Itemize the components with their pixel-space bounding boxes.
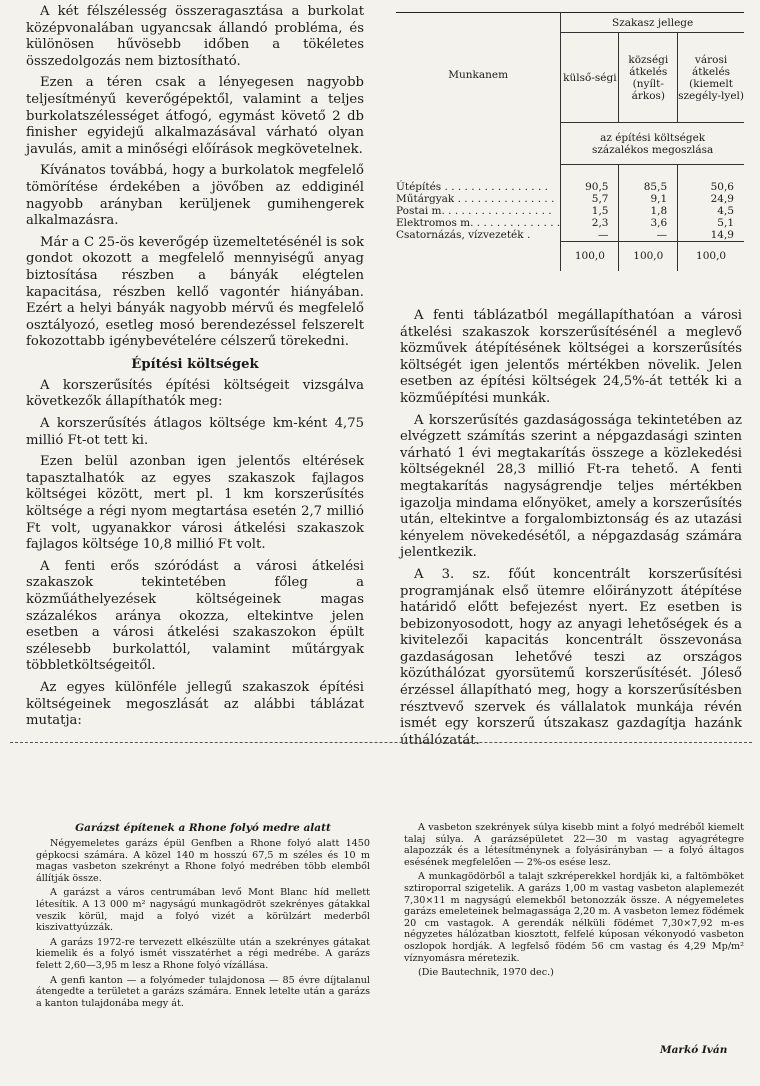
cell: 1,5 <box>561 205 619 217</box>
table-row <box>396 217 744 229</box>
right-column <box>400 308 742 754</box>
paragraph: A fenti erős szóródást a városi átkelési szakaszok tekintetében főleg a közműáthelyezések költségeinek magas százalékos aránya okozza, eltekintve jelen esetben a városi átkelési szakaszokon épült szélesebb burkolattól, valamint műtárgyak többletköltségeitől. <box>26 558 364 674</box>
cell: 5,7 <box>561 193 619 205</box>
cell: 4,5 <box>678 205 744 217</box>
article-right-column <box>404 822 744 982</box>
cell: — <box>619 229 678 242</box>
cell: 24,9 <box>678 193 744 205</box>
row-label: Postai m. . . . . . . . . . . . . . . . . <box>396 204 552 217</box>
article-paragraph: A garázs 1972-re tervezett elkészülte után a szekrényes gátakat kiemelik és a folyó ismét visszatérhet a régi medrébe. A garázs felett 2,60—3,95 m lesz a Rhone folyó vízállása. <box>36 936 370 971</box>
paragraph: A korszerűsítés építési költségeit vizsgálva következők állapíthatók meg: <box>26 377 364 410</box>
article-paragraph: Négyemeletes garázs épül Genfben a Rhone folyó alatt 1450 gépkocsi számára. A közel 140 m hosszú 67,5 m széles és 10 m magas vasbeton szekrényt a Rhone folyó medrében több elemből állítják össze. <box>36 838 370 884</box>
table-row <box>396 193 744 205</box>
total-cell: 100,0 <box>678 241 744 271</box>
article-paragraph: A garázst a város centrumában levő Mont Blanc híd mellett létesítik. A 13 000 m² nagyságú munkagödröt szekrényes gátakkal veszik körül, majd a folyó vizét a körülzárt mederből kiszivattyúzzák. <box>36 887 370 934</box>
cell: 5,1 <box>678 217 744 229</box>
cell: 1,8 <box>619 205 678 217</box>
left-column <box>26 4 364 735</box>
column-header: külső-ségi <box>561 33 619 123</box>
article-paragraph: A munkagödörből a talajt szkréperekkel hordják ki, a faltömböket sztiroporral szigetelik. A garázs 1,00 m vastag vasbeton alaplemezét 7,30×11 m nagyságú elemekből betonozzák össze. A négyemeletes garázs emeleteinek belmagassága 2,20 m. A vasbeton lemez födémek 20 cm vastagok. A gerendák nélküli födémet 7,30×7,92 m-es négyzetes hálózatban kiosztott, felfelé kúposan vékonyodó vasbeton oszlopok hordják. A legfelső födém 56 cm vastag és 4,29 Mp/m² víznyomásra méretezik. <box>404 871 744 964</box>
row-label: Műtárgyak . . . . . . . . . . . . . . . <box>396 192 555 205</box>
table-row <box>396 205 744 217</box>
table-subheader: az építési költségek százalékos megoszlása <box>561 123 744 165</box>
paragraph: Már a C 25-ös keverőgép üzemeltetésénél is sok gondot okozott a megfelelő mennyiségű anyag biztosítása részben a bányák elégtelen kapacitása, részben kellő vagontér hiányában. Ezért a helyi bányák nagyobb mérvű és megfelelő osztályozó, esetleg mosó berendezéssel felszerelt fokozottabb igénybevételére célszerű törekedni. <box>26 234 364 350</box>
article-paragraph: A vasbeton szekrények súlya kisebb mint a folyó medréből kiemelt talaj súlya. A garázsépületet 22—30 m vastag agyagrétegre alapozzák és a létesítménynek a folyásirányban — a folyó áltagos esésének megfelelően — 2%-os esése lesz. <box>404 822 744 868</box>
column-header: községi átkelés (nyílt-árkos) <box>619 33 678 123</box>
paragraph: Ezen belül azonban igen jelentős eltérések tapasztalhatók az egyes szakaszok fajlagos költségei között, mert pl. 1 km korszerűsítés költsége a régi nyom megtartása esetén 2,7 millió Ft volt, ugyanakkor városi átkelési szakaszok fajlagos költsége 10,8 millió Ft volt. <box>26 454 364 553</box>
article-left-column <box>36 822 370 1012</box>
cell: — <box>561 229 619 242</box>
cost-distribution-table <box>396 12 744 271</box>
cell: 9,1 <box>619 193 678 205</box>
paragraph: Az egyes különféle jellegű szakaszok építési költségeinek megoszlását az alábbi táblázat mutatja: <box>26 679 364 729</box>
row-header: Munkanem <box>448 68 509 81</box>
paragraph: Ezen a téren csak a lényegesen nagyobb teljesítményű keverőgépektől, valamint a teljes burkolatszélességet átfogó, egymást követő 2 db finisher egyidejű alkalmazásával várható olyan javulás, amit a minőségi előírások megkövetelnek. <box>26 75 364 157</box>
paragraph: A két félszélesség összeragasztása a burkolat középvonalában ugyancsak állandó probléma, és különösen hűvösebb időben a tökéletes összedolgozás nem biztosítható. <box>26 4 364 69</box>
section-divider <box>10 742 752 743</box>
total-cell: 100,0 <box>561 241 619 271</box>
table-row <box>396 181 744 193</box>
cell: 85,5 <box>619 181 678 193</box>
cell: 3,6 <box>619 217 678 229</box>
row-label: Elektromos m. . . . . . . . . . . . . . <box>396 216 561 229</box>
paragraph: A korszerűsítés átlagos költsége km-ként 4,75 millió Ft-ot tett ki. <box>26 416 364 448</box>
article-author: Markó Iván <box>660 1044 728 1056</box>
article-source: (Die Bautechnik, 1970 dec.) <box>418 967 554 979</box>
cell: 50,6 <box>678 181 744 193</box>
row-label: Útépítés . . . . . . . . . . . . . . . . <box>396 180 548 193</box>
cell: 2,3 <box>561 217 619 229</box>
article-title: Garázst építenek a Rhone folyó medre alatt <box>75 822 331 834</box>
paragraph: Kívánatos továbbá, hogy a burkolatok megfelelő tömörítése érdekében a jövőben az eddiginél nagyobb arányban kerüljenek gumihengerek alkalmazásra. <box>26 163 364 229</box>
paragraph: A fenti táblázatból megállapíthatóan a városi átkelési szakaszok korszerűsítésénél a meglevő közművek átépítésének költségei a korszerűsítés költségét igen jelentős mértékben növelik. Jelen esetben az építési költségek 24,5%-át tették ki a közműépítési munkák. <box>400 308 742 406</box>
article-paragraph: A genfi kanton — a folyómeder tulajdonosa — 85 évre díjtalanul átengedte a területet a garázs számára. Ennek letelte után a garázs a kanton tulajdonába megy át. <box>36 974 370 1009</box>
column-header: városi átkelés (kiemelt szegély-lyel) <box>678 33 744 123</box>
section-heading: Építési költségek <box>131 356 259 372</box>
row-label: Csatornázás, vízvezeték . <box>396 228 531 241</box>
cell: 90,5 <box>561 181 619 193</box>
paragraph: A 3. sz. főút koncentrált korszerűsítési programjának első ütemre előirányzott átépítése határidő előtt befejezést nyert. Ez esetben is bebizonyosodott, hogy az anyagi lehetőségek és a kivitelezői kapacitás koncentrált összevonása gazdaságosan lehetővé teszi az országos közúthálózat gyorsütemű korszerűsítését. Jóleső érzéssel állapítható meg, hogy a korszerűsítésben résztvevő szervek és vállalatok munkája révén ismét egy korszerű útszakasz gazdagítja hazánk úthálózatát. <box>400 566 742 748</box>
group-header: Szakasz jellege <box>561 13 744 33</box>
total-cell: 100,0 <box>619 241 678 271</box>
table-row <box>396 229 744 242</box>
paragraph: A korszerűsítés gazdaságossága tekintetében az elvégzett számítás szerint a népgazdasági szinten várható 1 évi megtakarítás összege a közlekedési költségeknél 28,3 millió Ft-ra tehető. A fenti megtakarítás nagyságrendje teljes mértékben igazolja mindama előnyöket, amely a korszerűsítés után, eltekintve a forgalombiztonság és az utazási kényelem növekedésétől, a népgazdaság számára jelentkezik. <box>400 412 742 561</box>
cell: 14,9 <box>678 229 744 242</box>
